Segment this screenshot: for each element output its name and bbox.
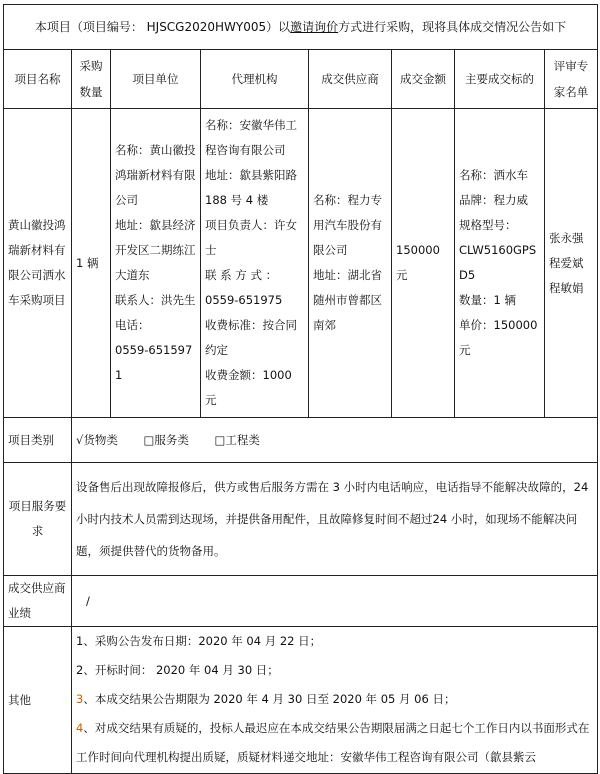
category-label: 项目类别 [4, 418, 72, 463]
header-cell: 成交金额 [392, 50, 455, 109]
checkbox-services[interactable] [143, 433, 188, 447]
announcement-title [4, 5, 598, 50]
other-item [76, 685, 593, 714]
check-icon: √ [76, 432, 84, 447]
checkbox-goods[interactable] [76, 433, 118, 447]
service-label: 项目服务要求 [4, 463, 72, 576]
title-suffix: 方式进行采购，现将具体成交情况公告如下 [338, 19, 567, 34]
header-cell: 项目单位 [111, 50, 201, 109]
service-text: 设备售后出现故障报修后，供方或售后服务方需在 3 小时内电话响应，电话指导不能解决故障的，24 小时内技术人员需到达现场，并提供备用配件，且故障修复时间不超过24 小时，如现场不能解决问题，须提供替代的货物备用。 [72, 463, 598, 576]
project-name: 黄山徽投鸿瑞新材料有限公司洒水车采购项目 [4, 109, 72, 418]
other-item [76, 627, 593, 656]
item-number: 4 [76, 721, 84, 735]
header-cell: 代理机构 [201, 50, 309, 109]
option-label: 货物类 [83, 432, 118, 447]
quantity: 1 辆 [72, 109, 111, 418]
category-row [4, 418, 598, 463]
other-label: 其他 [4, 627, 72, 774]
option-label: 工程类 [225, 432, 260, 447]
other-row [4, 627, 598, 774]
category-options [72, 418, 598, 463]
header-cell: 采购数量 [72, 50, 111, 109]
item-number: 2 [76, 663, 84, 677]
checkbox-empty-icon: □ [143, 432, 155, 447]
service-row [4, 463, 598, 576]
item-number: 3 [76, 692, 84, 706]
checkbox-engineering[interactable] [215, 433, 260, 447]
performance-label: 成交供应商业绩 [4, 576, 72, 627]
header-row [4, 50, 598, 109]
item-text: 、对成交结果有质疑的，投标人最迟应在本成交结果公告期限届满之日起七个工作日内以书面形式在工作时间向代理机构提出质疑，质疑材料递交地址：安徽华伟工程咨询有限公司（歙县紫云 [76, 721, 590, 764]
amount: 150000 元 [392, 109, 455, 418]
other-item [76, 656, 593, 685]
header-cell: 评审专家名单 [545, 50, 598, 109]
item-number: 1 [76, 634, 84, 648]
header-cell: 项目名称 [4, 50, 72, 109]
agency: 名称：安徽华伟工程咨询有限公司 地址：歙县紫阳路188 号 4 楼 项目负责人：许女士 联 系 方 式 ： 0559-651975 收费标准：按合同约定 收费金额：1000 元 [201, 109, 309, 418]
procurement-method: 邀请询价 [290, 19, 339, 34]
item-text: 、开标时间： 2020 年 04 月 30 日； [83, 663, 279, 677]
subject: 名称：洒水车 品牌：程力威 规格型号： CLW5160GPSD5 数量：1 辆 单价：150000 元 [455, 109, 545, 418]
table-row [4, 109, 598, 418]
announcement-table [3, 4, 598, 774]
item-text: 、采购公告发布日期：2020 年 04 月 22 日； [83, 634, 322, 648]
other-item [76, 714, 593, 772]
performance-row [4, 576, 598, 627]
performance-value: / [72, 576, 598, 627]
title-prefix: 本项目（项目编号： HJSCG2020HWY005）以 [34, 19, 291, 34]
option-label: 服务类 [154, 432, 189, 447]
item-text: 、本成交结果公告期限为 2020 年 4 月 30 日至 2020 年 05 月 06 日； [83, 692, 456, 706]
checkbox-empty-icon: □ [214, 432, 226, 447]
supplier: 名称：程力专用汽车股份有限公司 地址：湖北省随州市曾都区南郊 [309, 109, 392, 418]
experts: 张永强 程爱斌 程敏娟 [545, 109, 598, 418]
project-unit: 名称：黄山徽投鸿瑞新材料有限公司 地址：歙县经济开发区二期练江大道东 联系人：洪先生 电话： 0559-6515971 [111, 109, 201, 418]
other-content [72, 627, 598, 774]
header-cell: 成交供应商 [309, 50, 392, 109]
header-cell: 主要成交标的 [455, 50, 545, 109]
